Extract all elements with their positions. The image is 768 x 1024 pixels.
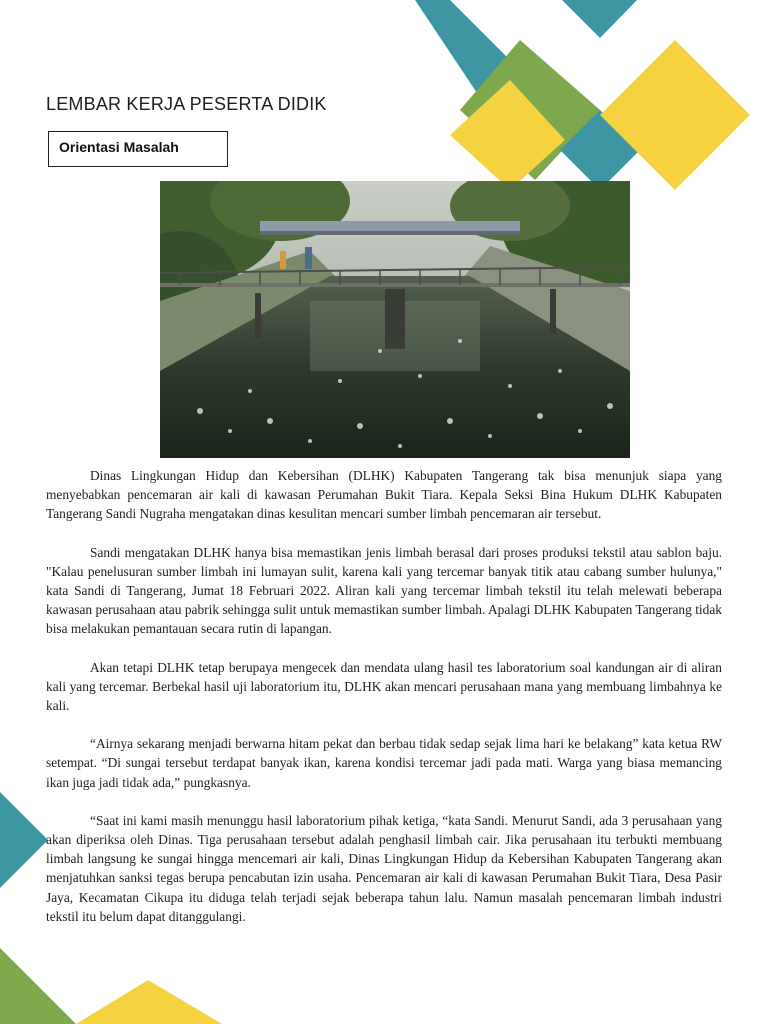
teal-triangle-shape xyxy=(562,0,637,38)
article-body xyxy=(46,466,722,926)
article-paragraph: Dinas Lingkungan Hidup dan Kebersihan (DLHK) Kabupaten Tangerang tak bisa menunjuk siapa yang menyebabkan pencemaran air kali di kawasan Perumahan Bukit Tiara. Kepala Seksi Bina Hukum DLHK Kabupaten Tangerang Sandi Nugraha mengatakan dinas kesulitan mencari sumber limbah pencemaran air tersebut. xyxy=(46,468,722,522)
article-paragraph: Akan tetapi DLHK tetap berupaya mengecek dan mendata ulang hasil tes laboratorium soal kandungan air di aliran kali yang tercemar. Berbekal hasil uji laboratorium itu, DLHK akan mencari perusahaan mana yang membuang limbahnya ke kali. xyxy=(46,659,722,714)
article-paragraph: “Airnya sekarang menjadi berwarna hitam pekat dan berbau tidak sedap sejak lima hari ke belakang” kata ketua RW setempat. “Di sungai tersebut terdapat banyak ikan, karena kondisi tercemar jadi pada mati. Warga yang biasa memancing ikan juga jadi tidak ada,” pungkasnya. xyxy=(46,736,722,790)
page-title: LEMBAR KERJA PESERTA DIDIK xyxy=(46,94,327,114)
teal-corner-shape xyxy=(0,792,48,888)
section-label-box: Orientasi Masalah xyxy=(48,131,228,167)
river-pollution-photo xyxy=(160,181,630,458)
yellow-corner-shape xyxy=(76,980,222,1024)
article-paragraph: Sandi mengatakan DLHK hanya bisa memastikan jenis limbah berasal dari proses produksi tekstil atau sablon baju. "Kalau penelusuran sumber limbah ini lumayan sulit, karena kali yang tercemar banyak titik atau cabang sumber hulunya," kata Sandi di Tangerang, Jumat 18 Februari 2022. Aliran kali yang tercemar limbah tekstil itu telah melewati beberapa kawasan perusahaan atau pabrik sehingga sulit untuk memastikan sumber limbah. Apalagi DLHK Kabupaten Tangerang tidak bisa melakukan pemantauan secara rutin di lapangan. xyxy=(46,544,722,637)
green-corner-shape xyxy=(0,948,76,1024)
article-paragraph: “Saat ini kami masih menunggu hasil laboratorium pihak ketiga, “kata Sandi. Menurut Sandi, ada 3 perusahaan yang akan diperiksa oleh Dinas. Tiga perusahaan tersebut adalah penghasil limbah cair. Jika perusahaan itu terbukti membuang limbah langsung ke sungai hingga mencemari air kali, Dinas Lingkungan Hidup da Kebersihan Kabupaten Tangerang akan menjatuhkan sanksi tegas berupa pencabutan izin usaha. Pencemaran air kali di kawasan Perumahan Bukit Tiara, Desa Pasir Jaya, Kecamatan Cikupa itu diduga telah terjadi sejak beberapa tahun lalu. Namun masalah pencemaran limbah industri tekstil itu belum dapat ditanggulangi. xyxy=(46,812,722,924)
